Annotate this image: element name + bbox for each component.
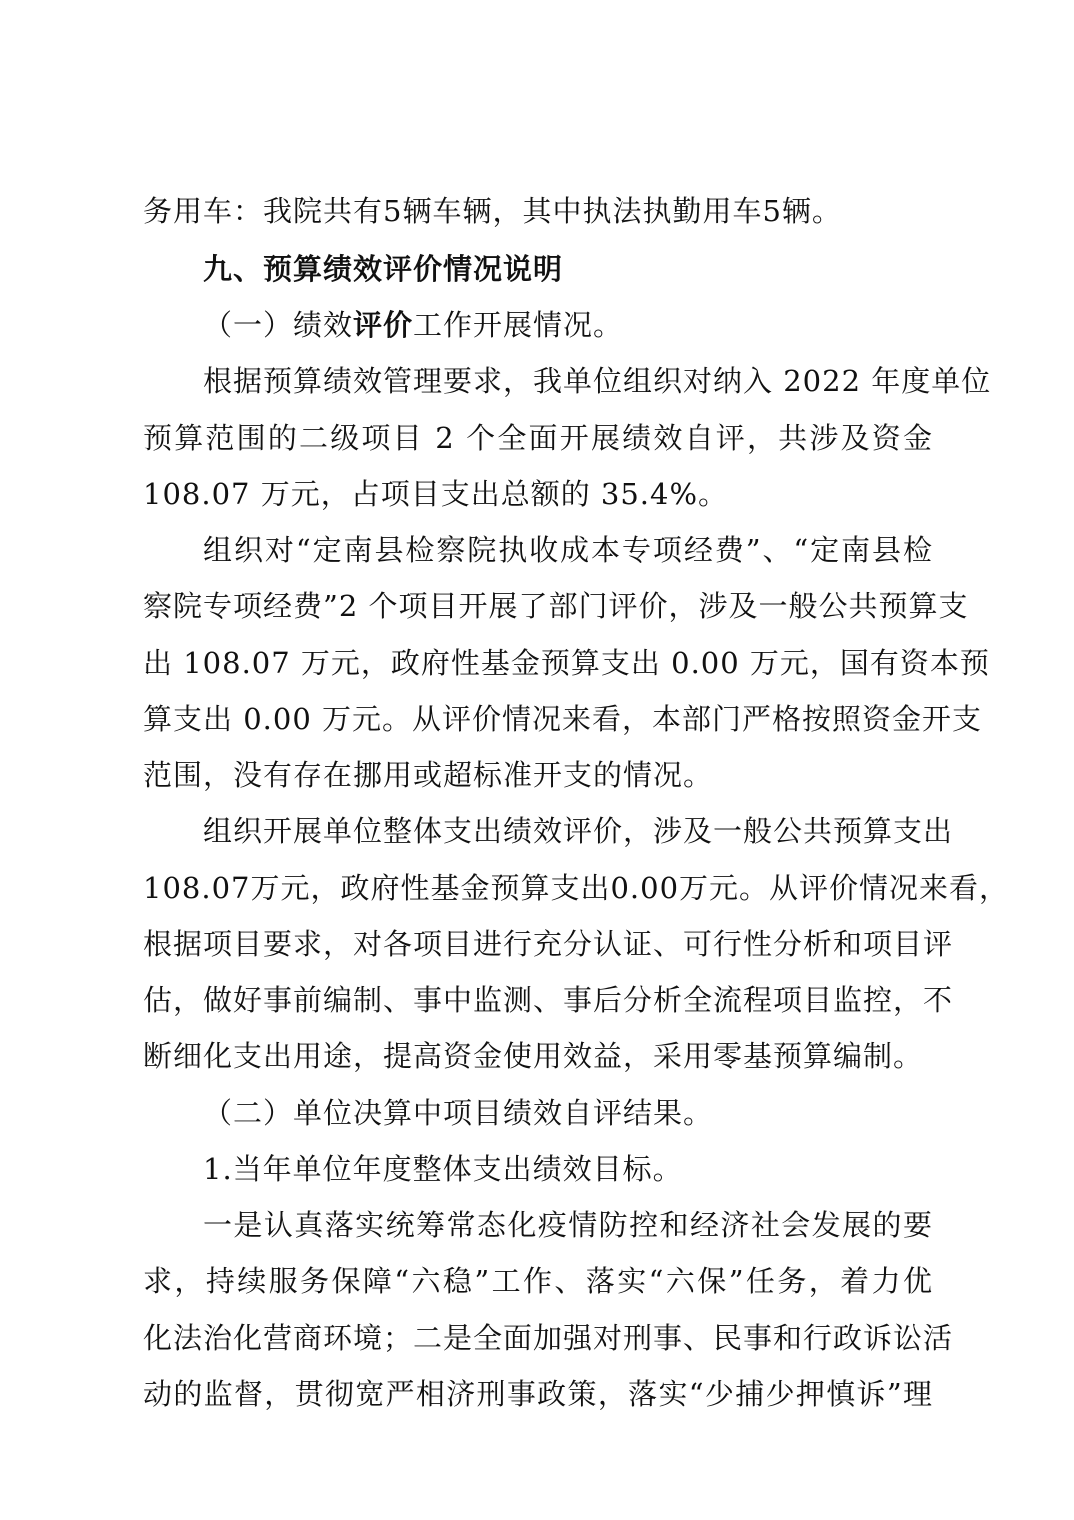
subsection-heading	[203, 305, 993, 345]
paragraph-line: 根据项目要求，对各项目进行充分认证、可行性分析和项目评	[143, 927, 954, 961]
paragraph-line: 一是认真落实统筹常态化疫情防控和经济社会发展的要	[203, 1208, 933, 1242]
subsection-heading-part: 工作开展情况。	[413, 308, 624, 342]
paragraph-line: 范围，没有存在挪用或超标准开支的情况。	[143, 758, 714, 792]
paragraph-line: 根据预算绩效管理要求，我单位组织对纳入 2022 年度单位	[203, 364, 992, 398]
paragraph-line: 算支出 0.00 万元。从评价情况来看，本部门严格按照资金开支	[143, 702, 983, 736]
paragraph-line: 出 108.07 万元，政府性基金预算支出 0.00 万元，国有资本预	[143, 646, 990, 680]
paragraph-line: 化法治化营商环境；二是全面加强对刑事、民事和行政诉讼活	[143, 1321, 954, 1355]
paragraph-line: 组织对“定南县检察院执收成本专项经费”、“定南县检	[203, 533, 933, 567]
paragraph-line: 察院专项经费”2 个项目开展了部门评价，涉及一般公共预算支	[143, 589, 969, 623]
paragraph-line: 组织开展单位整体支出绩效评价，涉及一般公共预算支出	[203, 814, 954, 848]
paragraph-line: 估，做好事前编制、事中监测、事后分析全流程项目监控，不	[143, 983, 954, 1017]
paragraph-line: 务用车：我院共有5辆车辆，其中执法执勤用车5辆。	[143, 194, 842, 228]
subsection-heading: （二）单位决算中项目绩效自评结果。	[203, 1096, 714, 1130]
subsection-heading-part: （一）绩效	[203, 308, 354, 342]
section-heading: 九、预算绩效评价情况说明	[203, 252, 564, 286]
subsection-heading-bold: 评价	[353, 308, 414, 342]
list-item-heading: 1.当年单位年度整体支出绩效目标。	[203, 1152, 683, 1186]
paragraph-line: 断细化支出用途，提高资金使用效益，采用零基预算编制。	[143, 1039, 924, 1073]
paragraph-line: 预算范围的二级项目 2 个全面开展绩效自评，共涉及资金	[143, 421, 933, 455]
paragraph-line: 108.07万元，政府性基金预算支出0.00万元。从评价情况来看，	[143, 871, 1010, 905]
paragraph-line: 动的监督，贯彻宽严相济刑事政策，落实“少捕少押慎诉”理	[143, 1377, 933, 1411]
paragraph-line: 求，持续服务保障“六稳”工作、落实“六保”任务，着力优	[143, 1264, 933, 1298]
paragraph-line: 108.07 万元，占项目支出总额的 35.4%。	[143, 477, 729, 511]
